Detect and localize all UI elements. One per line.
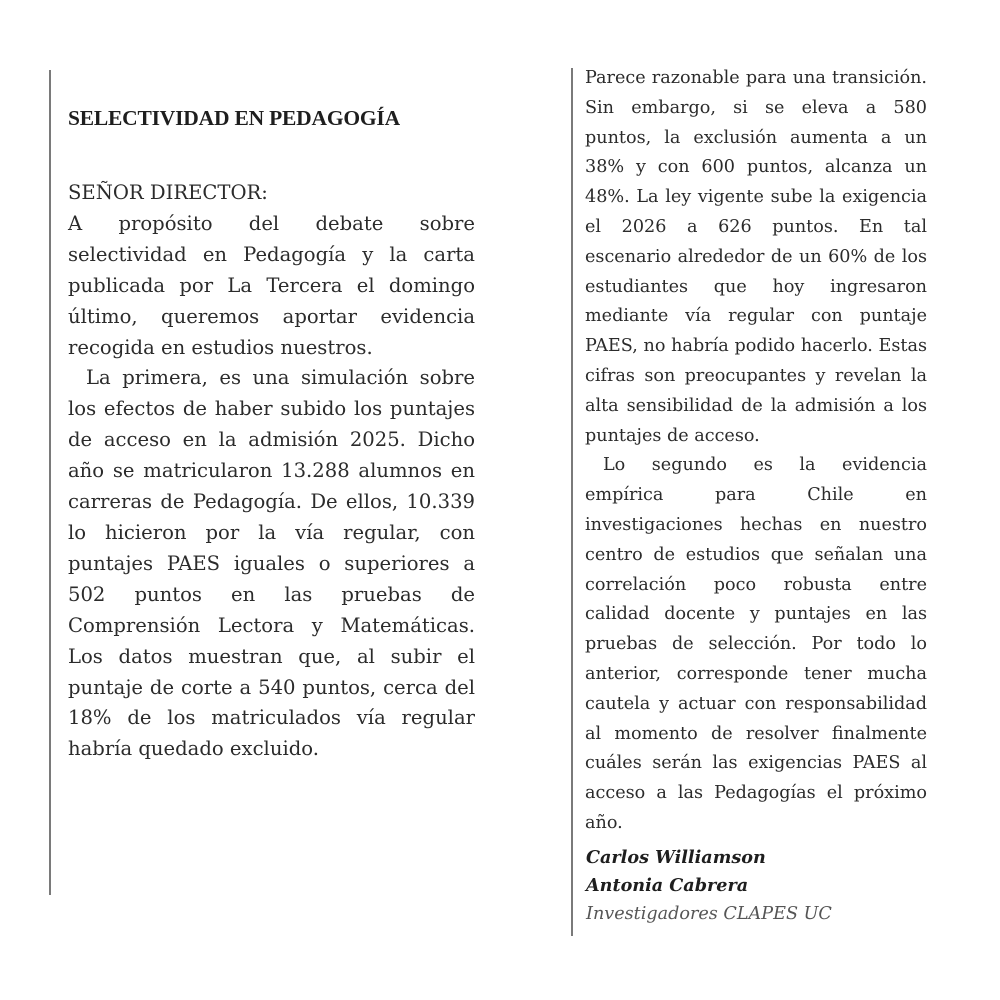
letter-heading: SELECTIVIDAD EN PEDAGOGÍA <box>68 106 400 130</box>
column-rule-left <box>49 70 51 895</box>
signature-affiliation: Investigadores CLAPES UC <box>586 904 832 924</box>
letter-salutation: SEÑOR DIRECTOR: <box>68 181 268 204</box>
letter-paragraph-3: Lo segundo es la evidencia empírica para Chile en investigaciones hechas en nuestro centro de estudios que señalan una correlación poco robusta entre calidad docente y puntajes en las pruebas de selección. Por todo lo anterior, corresponde tener mucha cautela y actuar con responsabilidad al momento de resolver finalmente cuáles serán las exigencias PAES al acceso a las Pedagogías el próximo año. <box>585 455 927 833</box>
column-rule-middle <box>571 68 573 936</box>
letter-paragraph-1: A propósito del debate sobre selectividad en Pedagogía y la carta publicada por La Tercera el domingo último, queremos aportar evidencia recogida en estudios nuestros. <box>68 211 475 359</box>
letter-column-left <box>68 100 475 765</box>
letter-paragraph-2-continued: Parece razonable para una transición. Sin embargo, si se eleva a 580 puntos, la exclusión aumenta a un 38% y con 600 puntos, alcanza un 48%. La ley vigente sube la exigencia el 2026 a 626 puntos. En tal escenario alrededor de un 60% de los estudiantes que hoy ingresaron mediante vía regular con puntaje PAES, no habría podido hacerlo. Estas cifras son preocupantes y revelan la alta sensibilidad de la admisión a los puntajes de acceso. <box>585 68 927 446</box>
signature-author-1: Carlos Williamson <box>586 847 766 868</box>
signature-author-2: Antonia Cabrera <box>586 875 749 896</box>
letter-signature <box>586 844 832 928</box>
letter-paragraph-2: La primera, es una simulación sobre los efectos de haber subido los puntajes de acceso en la admisión 2025. Dicho año se matricularon 13.288 alumnos en carreras de Pedagogía. De ellos, 10.339 lo hicieron por la vía regular, con puntajes PAES iguales o superiores a 502 puntos en las pruebas de Comprensión Lectora y Matemáticas. Los datos muestran que, al subir el puntaje de corte a 540 puntos, cerca del 18% de los matriculados vía regular habría quedado excluido. <box>68 366 475 761</box>
letter-column-right <box>585 64 927 839</box>
